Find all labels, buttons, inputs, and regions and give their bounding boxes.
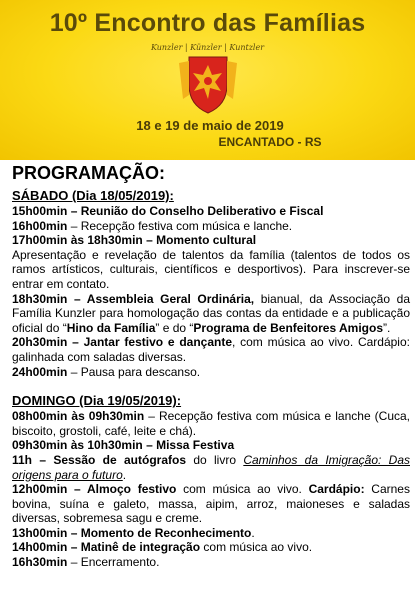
list-item: 17h00min às 18h30min – Momento cultural: [12, 233, 257, 248]
event-banner: [0, 0, 415, 160]
event-date: 18 e 19 de maio de 2019: [136, 118, 284, 133]
sunday-heading: DOMINGO (Dia 19/05/2019):: [12, 393, 182, 409]
book-title: Caminhos da Imigração: Das origens para o futuro: [12, 452, 410, 482]
list-item: 11h – Sessão de autógrafos do livro Caminhos da Imigração: Das origens para o futuro.: [12, 452, 410, 482]
event-place: ENCANTADO - RS: [218, 135, 322, 149]
list-item: Apresentação e revelação de talentos da família (talentos de todos os ramos artísticos, culturais, científicos e desportivos). Para inscrever-se entrar em contato.: [12, 247, 410, 291]
list-item: 24h00min – Pausa para descanso.: [12, 364, 201, 379]
list-item: 15h00min – Reunião do Conselho Deliberativo e Fiscal: [12, 204, 324, 218]
list-item: 16h00min – Recepção festiva com música e lanche.: [12, 218, 293, 233]
event-title: 10º Encontro das Famílias: [49, 9, 366, 37]
list-item: 18h30min – Assembleia Geral Ordinária, bianual, da Associação da Família Kunzler para homologação das contas da entidade e a publicação oficial do “Hino da Família” e do “Programa de Benfeitores Amigos”.: [12, 291, 410, 335]
list-item: 13h00min – Momento de Reconhecimento.: [12, 525, 255, 540]
saturday-heading: SÁBADO (Dia 18/05/2019):: [12, 188, 174, 203]
program-heading: PROGRAMAÇÃO:: [12, 163, 165, 183]
list-item: 16h30min – Encerramento.: [12, 555, 160, 570]
list-item: 14h00min – Matinê de integração com música ao vivo.: [12, 540, 313, 555]
family-crest-logo: [171, 55, 245, 115]
family-names: Kunzler | Künzler | Kuntzler: [150, 43, 265, 52]
list-item: 12h00min – Almoço festivo com música ao vivo. Cardápio: Carnes bovina, suína e galeto, massa, aipim, arroz, maioneses e saladas diversas, sobremesa sagu e creme.: [12, 482, 410, 526]
list-item: 20h30min – Jantar festivo e dançante, com música ao vivo. Cardápio: galinhada com saladas diversas.: [12, 335, 410, 364]
list-item: 08h00min às 09h30min – Recepção festiva com música e lanche (Cuca, biscoito, grostoli, café, leite e chá).: [12, 409, 411, 438]
program-content: [12, 162, 410, 570]
list-item: 09h30min às 10h30min – Missa Festiva: [12, 438, 235, 453]
